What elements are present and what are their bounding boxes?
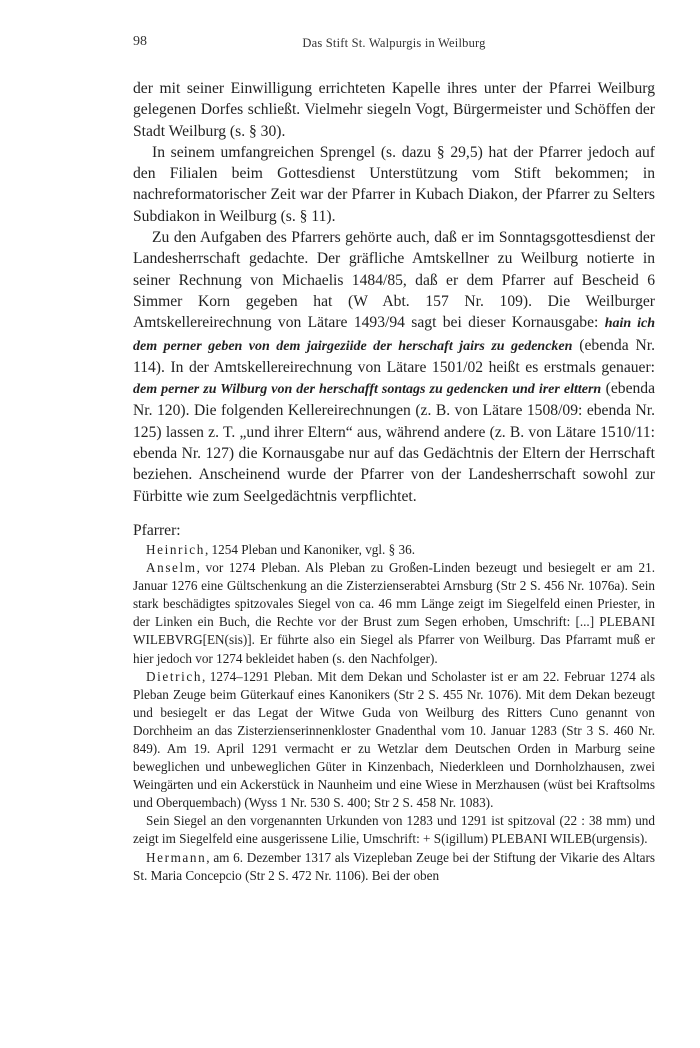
entry-hermann <box>133 849 655 885</box>
paragraph-sprengel: In seinem umfangreichen Sprengel (s. dazu § 29,5) hat der Pfarrer jedoch auf den Filialen beim Gottesdienst Unterstützung vom Stift bekommen; in nachreformatorischer Zeit war der Pfarrer in Kubach Diakon, der Pfarrer zu Selters Subdiakon in Weilburg (s. § 11). <box>133 143 655 225</box>
entry-text: , vor 1274 Pleban. Als Pleban zu Großen-Linden bezeugt und besiegelt er am 21. Januar 1276 eine Gültschenkung an die Zisterzienserabtei Arnsburg (Str 2 S. 456 Nr. 1076a). Sein stark beschädigtes spitzovales Siegel von ca. 46 mm Länge zeigt im Siegelfeld einen Priester, in der Linken ein Buch, die Rechte vor der Brust zum Segen erhoben, Umschrift: [...] PLEBANI WILEBVRG[EN(sis)]. Er führte also ein Siegel als Pfarrer von Weilburg. Das Pfarramt muß er hier jedoch vor 1274 bekleidet haben (s. den Nachfolger). <box>133 560 655 666</box>
paragraph-aufgaben-text-b: (ebenda Nr. 114). In der Amtskellereirechnung von Lätare 1501/02 heißt es erstmals genauer: <box>133 336 655 376</box>
section-label-pfarrer: Pfarrer: <box>133 521 181 539</box>
page-header <box>133 30 655 52</box>
paragraph-continued: der mit seiner Einwilligung errichteten Kapelle ihres unter der Pfarrei Weilburg gelegenen Dorfes schließt. Vielmehr siegeln Vogt, Bürgermeister und Schöffen der Stadt Weilburg (s. § 30). <box>133 80 655 140</box>
pfarrer-list <box>133 541 655 885</box>
entry-siegel: Sein Siegel an den vorgenannten Urkunden von 1283 und 1291 ist spitzoval (22 : 38 mm) und zeigt im Siegelfeld eine ausgerissene Lilie, Umschrift: + S(igillum) PLEBANI WILEB(urgensis). <box>133 813 655 847</box>
entry-text: , am 6. Dezember 1317 als Vizepleban Zeuge bei der Stiftung der Vikarie des Altars St. Maria Concepcio (Str 2 S. 472 Nr. 1106). Bei der oben <box>133 849 655 883</box>
person-name: Heinrich <box>146 541 205 557</box>
running-title: Das Stift St. Walpurgis in Weilburg <box>302 36 486 50</box>
quote-kornausgabe-1502: dem perner zu Wilburg von der herschafft sontags zu gedencken und irer elttern <box>133 382 602 398</box>
paragraph-aufgaben <box>133 227 655 507</box>
entry-text: , 1254 Pleban und Kanoniker, vgl. § 36. <box>204 541 416 557</box>
person-name: Dietrich <box>146 668 203 684</box>
person-name: Hermann <box>146 849 207 865</box>
page-number: 98 <box>133 34 147 49</box>
quote-kornausgabe-1494: hain ich dem perner geben von dem jairgeziide der herschaft jairs zu gedencken <box>133 316 655 354</box>
main-text <box>133 78 655 507</box>
entry-text: , 1274–1291 Pleban. Mit dem Dekan und Scholaster ist er am 22. Februar 1274 als Pleban Zeuge beim Güterkauf eines Kanonikers (Str 2 S. 455 Nr. 1076). Mit dem Dekan bezeugt und besiegelt er das Legat der Witwe Guda von Weilburg des Ritters Cuno genannt von Dorchheim an das Zisterzienserinnenkloster Gnadenthal vom 10. Januar 1283 (Str 3 S. 460 Nr. 849). Am 19. April 1291 vermacht er zu Wetzlar dem Deutschen Orden in Marburg seine beweglichen und unbeweglichen Güter in Kinzenbach, Niederkleen und Dornholzhausen, zwei Weingärten und ein Ackerstück in Naunheim und eine Wiese in Merzhausen (wüst bei Kraftsolms und Oberquembach) (Wyss 1 Nr. 530 S. 400; Str 2 S. 458 Nr. 1083). <box>133 668 655 811</box>
entry-heinrich <box>133 541 655 559</box>
book-page <box>133 30 655 885</box>
paragraph-aufgaben-text-c: (ebenda Nr. 120). Die folgenden Kellereirechnungen (z. B. von Lätare 1508/09: ebenda Nr. 125) lassen z. T. „und ihrer Eltern“ aus, während andere (z. B. von Lätare 1510/11: ebenda Nr. 127) die Kornausgabe nur auf das Gedächtnis der Eltern der Herrschaft beziehen. Anscheinend wurde der Pfarrer von der Landesherrschaft sowohl zur Fürbitte wie zum Seelgedächtnis verpflichtet. <box>133 380 655 505</box>
person-name: Anselm <box>146 560 197 576</box>
entry-dietrich <box>133 668 655 813</box>
entry-anselm <box>133 559 655 668</box>
paragraph-aufgaben-text-a: Zu den Aufgaben des Pfarrers gehörte auch, daß er im Sonntagsgottesdienst der Landesherrschaft gedachte. Der gräfliche Amtskellner zu Weilburg notierte in seiner Rechnung von Michaelis 1484/85, daß er dem Pfarrer auf Bescheid 6 Simmer Korn gegeben hat (W Abt. 157 Nr. 109). Die Weilburger Amtskellereirechnung von Lätare 1493/94 sagt bei dieser Kornausgabe: <box>133 229 655 332</box>
